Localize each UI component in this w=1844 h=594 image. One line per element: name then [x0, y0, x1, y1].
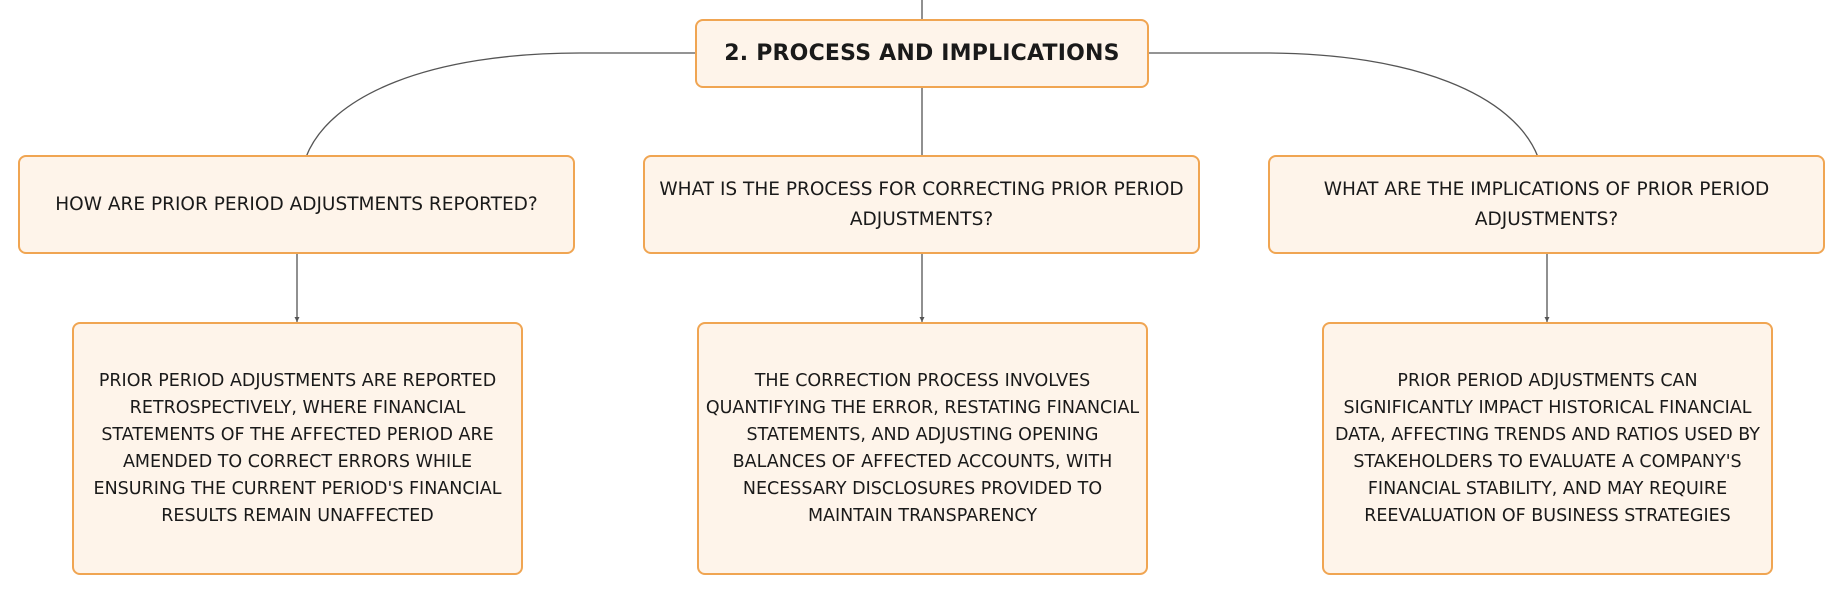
root-node-label: 2. PROCESS AND IMPLICATIONS [724, 41, 1120, 66]
question-node-label: WHAT IS THE PROCESS FOR CORRECTING PRIOR PERIOD ADJUSTMENTS? [659, 178, 1184, 230]
answer-node-reporting[interactable] [72, 322, 523, 575]
answer-node-correction-process[interactable] [697, 322, 1148, 575]
connector-root-q3 [1149, 53, 1538, 157]
answer-node-text: THE CORRECTION PROCESS INVOLVES QUANTIFYING THE ERROR, RESTATING FINANCIAL STATEMENTS, AND ADJUSTING OPENING BALANCES OF AFFECTED ACCOUNTS, WITH NECESSARY DISCLOSURES PROVIDED TO MAINTAIN TRANSPARENCY [705, 370, 1140, 526]
question-node-label: HOW ARE PRIOR PERIOD ADJUSTMENTS REPORTED? [55, 193, 538, 215]
answer-node-text: PRIOR PERIOD ADJUSTMENTS CAN SIGNIFICANTLY IMPACT HISTORICAL FINANCIAL DATA, AFFECTING TRENDS AND RATIOS USED BY STAKEHOLDERS TO EVALUATE A COMPANY'S FINANCIAL STABILITY, AND MAY REQUIRE REEVALUATION OF BUSINESS STRATEGIES [1334, 370, 1760, 526]
question-node-label: WHAT ARE THE IMPLICATIONS OF PRIOR PERIOD ADJUSTMENTS? [1323, 178, 1770, 230]
connector-root-q1 [306, 53, 695, 157]
question-node-reporting[interactable] [18, 155, 575, 254]
answer-node-implications[interactable] [1322, 322, 1773, 575]
answer-node-text: PRIOR PERIOD ADJUSTMENTS ARE REPORTED RETROSPECTIVELY, WHERE FINANCIAL STATEMENTS OF THE AFFECTED PERIOD ARE AMENDED TO CORRECT ERRORS WHILE ENSURING THE CURRENT PERIOD'S FINANCIAL RESULTS REMAIN UNAFFECTED [93, 370, 502, 526]
question-node-correction-process[interactable] [643, 155, 1200, 254]
question-node-implications[interactable] [1268, 155, 1825, 254]
root-node[interactable] [695, 19, 1149, 88]
